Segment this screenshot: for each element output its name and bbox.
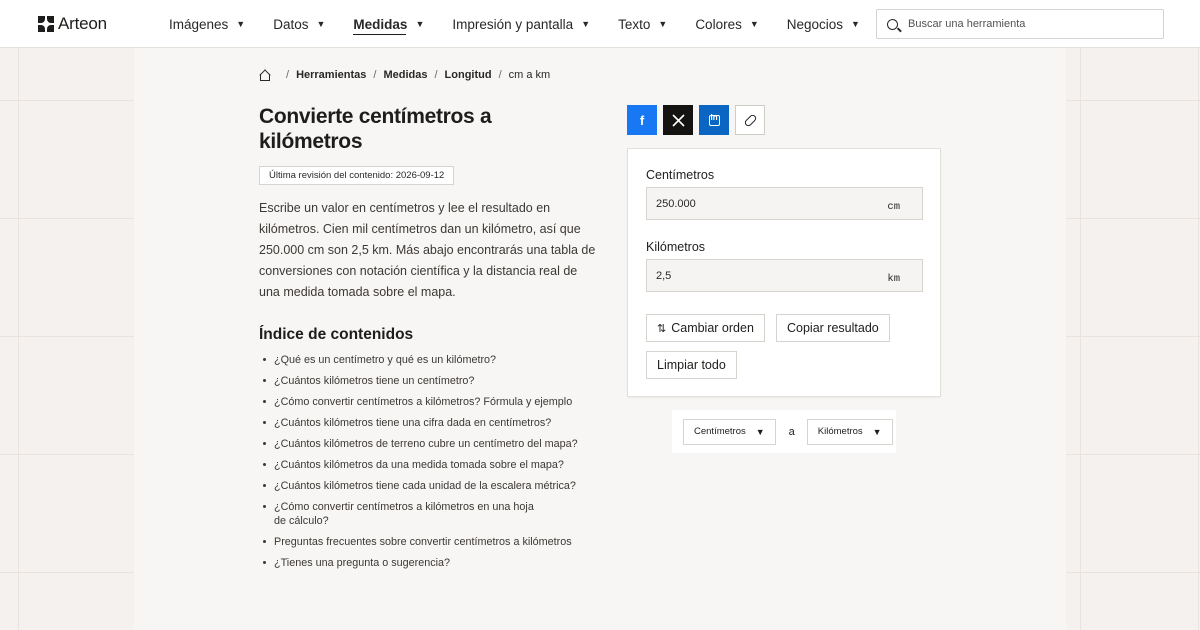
revision-badge: Última revisión del contenido: 2026-09-12 [259, 166, 454, 185]
share-x-button[interactable] [663, 105, 693, 135]
nav-item-negocios[interactable] [787, 0, 860, 48]
breadcrumb-separator: / [373, 69, 377, 81]
caret-down-icon: ▼ [236, 19, 246, 29]
link-icon [743, 113, 757, 127]
centimeters-input[interactable] [656, 198, 856, 210]
breadcrumb [259, 69, 550, 81]
home-icon[interactable] [259, 70, 271, 81]
from-unit-label: Centímetros [646, 168, 715, 182]
copy-result-button[interactable]: Copiar resultado [776, 314, 890, 342]
content-panel [134, 48, 1066, 630]
x-icon [672, 114, 685, 127]
nav-item-imagenes[interactable] [169, 0, 245, 48]
nav-item-datos[interactable] [273, 0, 325, 48]
swap-arrows-icon: ⇅ [657, 322, 665, 335]
caret-down-icon: ▼ [872, 426, 882, 437]
copy-link-button[interactable] [735, 105, 765, 135]
main-nav [169, 0, 888, 48]
arteon-logo-icon [38, 16, 54, 32]
clear-all-button[interactable]: Limpiar todo [646, 351, 737, 379]
toc-link[interactable]: ¿Cuántos kilómetros tiene cada unidad de la escalera métrica? [263, 479, 593, 493]
share-linkedin-button[interactable] [699, 105, 729, 135]
nav-item-label: Texto [618, 16, 651, 32]
caret-down-icon: ▼ [851, 19, 860, 29]
caret-down-icon: ▼ [658, 19, 668, 29]
search-input[interactable] [908, 18, 1148, 30]
breadcrumb-separator: / [434, 69, 438, 81]
caret-down-icon: ▼ [755, 426, 765, 437]
nav-item-label: Imágenes [169, 16, 229, 32]
nav-item-label: Colores [695, 16, 742, 32]
to-unit-select[interactable] [807, 419, 893, 445]
from-unit-select-value: Centímetros [694, 426, 746, 437]
breadcrumb-link-longitud[interactable]: Longitud [444, 69, 492, 81]
facebook-icon: f [639, 112, 645, 128]
share-facebook-button[interactable] [627, 105, 657, 135]
swap-order-label: Cambiar orden [671, 321, 754, 335]
breadcrumb-separator: / [286, 69, 290, 81]
search-icon [887, 19, 898, 30]
caret-down-icon: ▼ [415, 19, 425, 29]
breadcrumb-current: cm a km [508, 69, 551, 81]
toc-link[interactable]: ¿Cómo convertir centímetros a kilómetros en una hoja de cálculo? [263, 500, 543, 528]
toc-link[interactable]: ¿Cuántos kilómetros da una medida tomada sobre el mapa? [263, 458, 593, 472]
toc-link[interactable]: ¿Cómo convertir centímetros a kilómetros? Fórmula y ejemplo [263, 395, 593, 409]
top-navigation-bar [0, 0, 1200, 48]
to-unit-select-value: Kilómetros [817, 426, 863, 437]
toc-heading: Índice de contenidos [259, 326, 414, 343]
toc-link[interactable]: Preguntas frecuentes sobre convertir centímetros a kilómetros [263, 535, 593, 549]
toc-link[interactable]: ¿Cuántos kilómetros de terreno cubre un centímetro del mapa? [263, 437, 593, 451]
kilometers-input[interactable] [656, 270, 856, 282]
table-of-contents [263, 353, 593, 577]
from-unit-select[interactable] [683, 419, 776, 445]
to-unit-label: Kilómetros [646, 240, 706, 254]
caret-down-icon: ▼ [749, 19, 759, 29]
caret-down-icon: ▼ [581, 19, 591, 29]
linkedin-icon [709, 115, 720, 126]
converter-card [627, 148, 941, 397]
from-value-field[interactable] [646, 187, 923, 220]
nav-item-label: Impresión y pantalla [452, 16, 574, 32]
breadcrumb-separator: / [498, 69, 502, 81]
nav-item-colores[interactable] [695, 0, 758, 48]
page-title: Convierte centímetros a kilómetros [259, 105, 492, 153]
nav-item-medidas[interactable] [353, 0, 424, 48]
from-unit-suffix: cm [887, 200, 900, 213]
unit-selector-row [672, 410, 896, 453]
toc-link[interactable]: ¿Qué es un centímetro y qué es un kilómetro? [263, 353, 593, 367]
nav-item-label: Datos [273, 16, 309, 32]
breadcrumb-link-herramientas[interactable]: Herramientas [296, 69, 367, 81]
unit-conjunction: a [788, 425, 795, 438]
to-unit-suffix: km [887, 272, 900, 285]
nav-item-label: Negocios [786, 16, 844, 32]
share-buttons [627, 105, 765, 135]
swap-order-button[interactable] [646, 314, 765, 342]
toc-link[interactable]: ¿Tienes una pregunta o sugerencia? [263, 556, 593, 570]
search-box[interactable] [876, 9, 1164, 39]
nav-item-label: Medidas [353, 16, 408, 32]
caret-down-icon: ▼ [316, 19, 326, 29]
brand-logo[interactable] [38, 14, 107, 34]
toc-link[interactable]: ¿Cuántos kilómetros tiene una cifra dada en centímetros? [263, 416, 593, 430]
nav-item-impresion[interactable] [452, 0, 590, 48]
toc-link[interactable]: ¿Cuántos kilómetros tiene un centímetro? [263, 374, 593, 388]
nav-item-texto[interactable] [618, 0, 667, 48]
intro-paragraph: Escribe un valor en centímetros y lee el resultado en kilómetros. Cien mil centímetros dan un kilómetro, así que 250.000 cm son 2,5 km. Más abajo encontrarás una tabla de conversiones con notación científica y la distancia real de una medida tomada sobre el mapa. [259, 201, 596, 299]
to-value-field[interactable] [646, 259, 923, 292]
breadcrumb-link-medidas[interactable]: Medidas [383, 69, 428, 81]
brand-name: Arteon [58, 14, 107, 33]
